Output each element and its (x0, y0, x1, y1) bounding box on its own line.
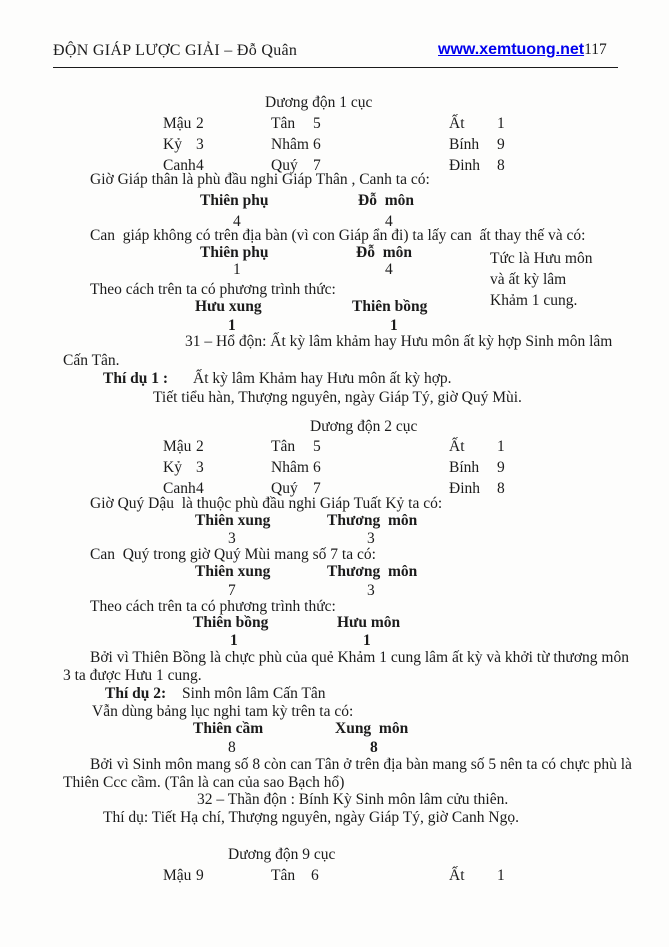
paragraph: Bởi vì Sinh môn mang số 8 còn can Tân ở trên địa bàn mang số 5 nên ta có chực phù là (90, 756, 632, 773)
can-label: Mậu (163, 115, 192, 132)
formula-value: 3 (367, 530, 375, 547)
can-label: Canh (163, 480, 196, 497)
can-value: 9 (497, 459, 505, 476)
formula-label: Thiên xung (195, 563, 271, 580)
can-value: 2 (196, 115, 204, 132)
table1-title: Dương độn 1 cục (265, 94, 373, 111)
can-value: 7 (313, 480, 321, 497)
side-note-line: Tức là Hưu môn (490, 250, 593, 267)
formula-value: 1 (233, 261, 241, 278)
paragraph: 31 – Hổ độn: Ất kỳ lâm khảm hay Hưu môn ất kỳ hợp Sinh môn lâm (185, 333, 613, 350)
can-label: Bính (449, 459, 480, 476)
side-note-line: và ất kỳ lâm (490, 271, 567, 288)
website-link[interactable]: www.xemtuong.net (438, 41, 585, 58)
can-value: 8 (497, 157, 505, 174)
formula-label: Thiên cầm (193, 720, 264, 737)
can-label: Đinh (449, 480, 480, 497)
formula-value: 4 (233, 213, 241, 230)
formula-label: Thương môn (327, 512, 418, 529)
can-label: Canh (163, 157, 196, 174)
can-value: 8 (497, 480, 505, 497)
can-value: 5 (313, 115, 321, 132)
paragraph: Can giáp không có trên địa bàn (vì con Giáp ẩn đi) ta lấy can ất thay thế và có: (90, 227, 586, 244)
formula-value: 1 (390, 317, 398, 334)
formula-label: Thiên phụ (200, 192, 269, 209)
formula-value: 1 (363, 632, 371, 649)
formula-label: Đỗ môn (358, 192, 414, 209)
example-text: Sinh môn lâm Cấn Tân (182, 685, 326, 702)
can-label: Đinh (449, 157, 480, 174)
formula-label: Hưu môn (337, 614, 401, 631)
example-label: Thí dụ 2: (105, 685, 167, 702)
can-value: 6 (313, 459, 321, 476)
can-label: Mậu (163, 867, 192, 884)
can-value: 9 (196, 867, 204, 884)
can-value: 6 (311, 867, 319, 884)
page-number: 117 (584, 41, 607, 58)
can-label: Nhâm (271, 136, 309, 153)
can-value: 3 (196, 459, 204, 476)
can-label: Bính (449, 136, 480, 153)
can-value: 1 (497, 438, 505, 455)
can-label: Quý (271, 157, 298, 174)
can-value: 2 (196, 438, 204, 455)
paragraph: Thiên Ccc cầm. (Tân là can của sao Bạch hổ) (63, 774, 345, 791)
can-value: 6 (313, 136, 321, 153)
paragraph: Can Quý trong giờ Quý Mùi mang số 7 ta có: (90, 546, 376, 563)
can-label: Nhâm (271, 459, 309, 476)
can-label: Ất (449, 438, 465, 455)
example-text: Ất kỳ lâm Khảm hay Hưu môn ất kỳ hợp. (193, 370, 452, 387)
page-title: ĐỘN GIÁP LƯỢC GIẢI – Đỗ Quân (53, 42, 298, 59)
header-right (438, 40, 607, 59)
example-detail: Tiết tiểu hàn, Thượng nguyên, ngày Giáp Tý, giờ Quý Mùi. (153, 389, 522, 406)
formula-value: 4 (385, 213, 393, 230)
can-label: Kỷ (163, 459, 182, 476)
formula-label: Thiên xung (195, 512, 271, 529)
paragraph: Giờ Quý Dậu là thuộc phù đầu nghi Giáp Tuất Kỷ ta có: (90, 495, 443, 512)
formula-label: Thiên bồng (352, 298, 428, 315)
can-label: Ất (449, 867, 465, 884)
formula-value: 8 (370, 739, 378, 756)
paragraph: Vẫn dùng bảng lục nghi tam kỳ trên ta có: (92, 703, 354, 720)
paragraph: Theo cách trên ta có phương trình thức: (90, 598, 336, 615)
can-value: 5 (313, 438, 321, 455)
table-row (0, 866, 669, 923)
can-value: 3 (196, 136, 204, 153)
can-value: 1 (497, 115, 505, 132)
formula-value: 3 (367, 582, 375, 599)
paragraph: Cấn Tân. (63, 352, 120, 369)
can-label: Ất (449, 115, 465, 132)
paragraph: Bởi vì Thiên Bồng là chực phù của quẻ Khảm 1 cung lâm ất kỳ và khởi từ thương môn (90, 649, 629, 666)
table2-title: Dương độn 2 cục (310, 418, 418, 435)
formula-label: Thiên phụ (200, 244, 269, 261)
header-divider (53, 67, 618, 68)
can-value: 4 (196, 480, 204, 497)
formula-label: Thiên bồng (193, 614, 269, 631)
can-value: 1 (497, 867, 505, 884)
can-label: Tân (271, 867, 296, 884)
formula-value: 3 (228, 530, 236, 547)
paragraph: Giờ Giáp thân là phù đầu nghi Giáp Thân , Canh ta có: (90, 171, 430, 188)
side-note-line: Khảm 1 cung. (490, 292, 578, 309)
formula-label: Hưu xung (195, 298, 262, 315)
can-value: 9 (497, 136, 505, 153)
can-label: Mậu (163, 438, 192, 455)
paragraph: Theo cách trên ta có phương trình thức: (90, 281, 336, 298)
formula-label: Xung môn (335, 720, 409, 737)
can-value: 4 (196, 157, 204, 174)
paragraph: 3 ta được Hưu 1 cung. (63, 667, 202, 684)
formula-label: Thương môn (327, 563, 418, 580)
formula-value: 4 (385, 261, 393, 278)
can-value: 7 (313, 157, 321, 174)
can-label: Kỷ (163, 136, 182, 153)
formula-value: 8 (228, 739, 236, 756)
can-label: Tân (271, 438, 296, 455)
table9-title: Dương độn 9 cục (228, 846, 336, 863)
formula-label: Đỗ môn (356, 244, 412, 261)
formula-value: 7 (228, 582, 236, 599)
can-label: Quý (271, 480, 298, 497)
formula-value: 1 (228, 317, 236, 334)
formula-value: 1 (230, 632, 238, 649)
can-label: Tân (271, 115, 296, 132)
paragraph: 32 – Thần độn : Bính Kỳ Sinh môn lâm cửu thiên. (197, 791, 509, 808)
paragraph: Thí dụ: Tiết Hạ chí, Thượng nguyên, ngày Giáp Tý, giờ Canh Ngọ. (103, 809, 520, 826)
example-label: Thí dụ 1 : (103, 370, 169, 387)
